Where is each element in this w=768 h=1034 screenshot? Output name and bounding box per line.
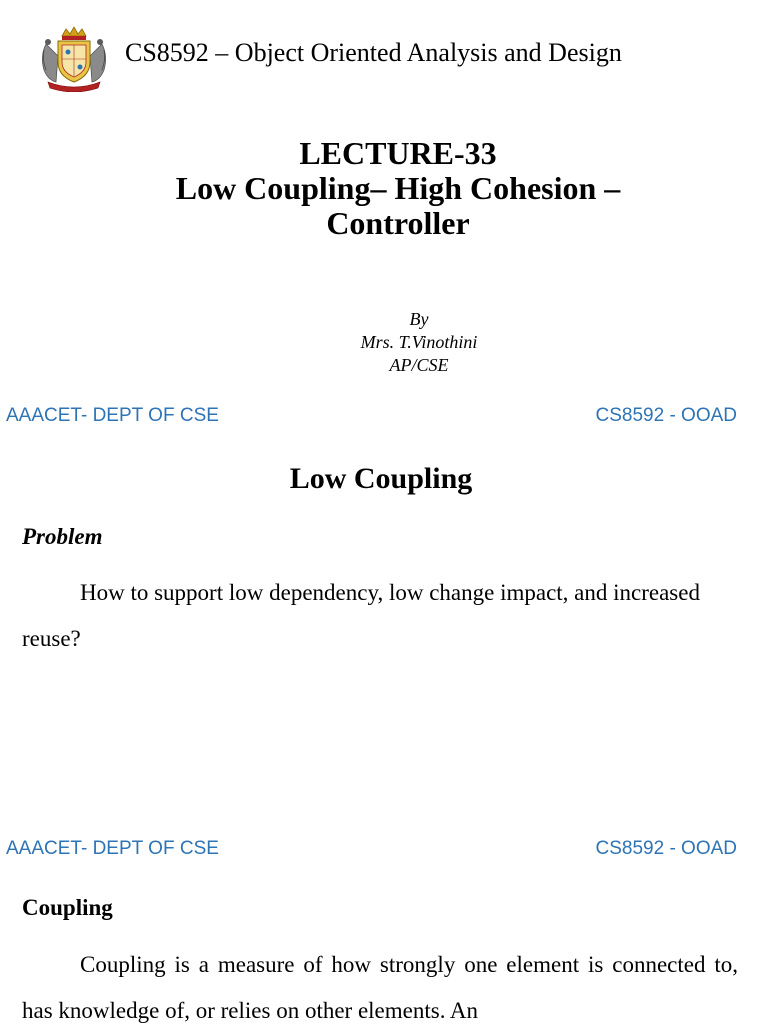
page-footer-department: AAACET- DEPT OF CSE [6,838,219,859]
author-block [0,308,768,377]
coupling-definition-text: Coupling is a measure of how strongly one element is connected to, has knowledge of, or relies on other elements. An [22,952,738,1023]
page-footer-course-code: CS8592 - OOAD [595,405,737,426]
section-heading: Low Coupling [289,462,473,495]
lecture-topic-line-2: Controller [326,205,470,241]
lecture-number: LECTURE-33 [299,135,497,171]
problem-text: How to support low dependency, low change impact, and increased reuse? [22,580,700,651]
page-footer-department: AAACET- DEPT OF CSE [6,405,219,426]
coupling-label: Coupling [22,895,113,920]
author-name: Mrs. T.Vinothini [360,332,478,352]
page-footer-course-code: CS8592 - OOAD [595,838,737,859]
lecture-title-block [0,136,768,241]
problem-label: Problem [22,524,103,549]
course-title: CS8592 – Object Oriented Analysis and Design [125,38,622,67]
college-crest-logo [38,26,110,92]
author-designation: AP/CSE [389,355,449,375]
lecture-topic-line-1: Low Coupling– High Cohesion – [175,170,621,206]
author-by: By [409,309,429,329]
